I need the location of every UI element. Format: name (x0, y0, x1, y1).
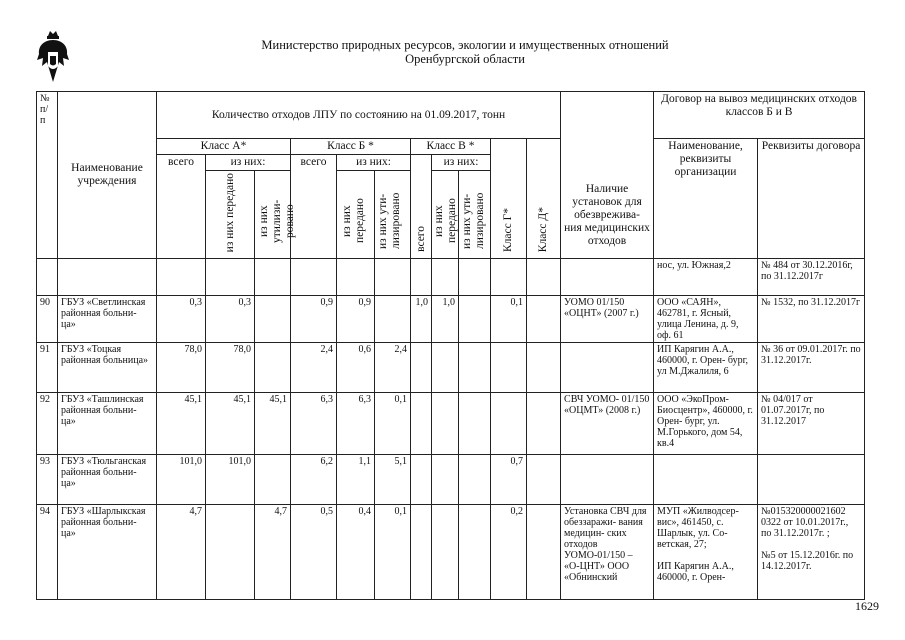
cell-v-tr (432, 259, 459, 296)
cell-num: 91 (37, 343, 58, 393)
cell-b-total: 6,2 (291, 455, 337, 505)
cell-org: ИП Карягин А.А., 460000, г. Орен- бург, ул М.Джалиля, 6 (654, 343, 758, 393)
cell-inst: СВЧ УОМО- 01/150 «ОЦМТ» (2008 г.) (561, 393, 654, 455)
v-total-header: всего (414, 226, 427, 253)
cell-num (37, 259, 58, 296)
cell-a-tr: 0,3 (206, 296, 255, 343)
cell-num: 92 (37, 393, 58, 455)
col-contract-header: Договор на вывоз медицинских отходов классов Б и В (654, 92, 865, 139)
cell-inst (561, 343, 654, 393)
cell-a-ut (255, 259, 291, 296)
cell-details: № 1532, по 31.12.2017г (758, 296, 865, 343)
v-of-which-header: из них: (432, 155, 491, 171)
cell-v-ut (459, 259, 491, 296)
cell-b-ut: 0,1 (375, 393, 411, 455)
cell-d (527, 393, 561, 455)
cell-b-total: 6,3 (291, 393, 337, 455)
cell-b-tr: 0,6 (337, 343, 375, 393)
cell-details: № 04/017 от 01.07.2017г, по 31.12.2017 (758, 393, 865, 455)
cell-org: ООО «ЭкоПром- Биосцентр», 460000, г. Орен- бург, ул. М.Горького, дом 54, кв.4 (654, 393, 758, 455)
cell-a-ut: 45,1 (255, 393, 291, 455)
cell-details (758, 455, 865, 505)
cell-name (58, 259, 157, 296)
cell-d (527, 259, 561, 296)
class-v-header: Класс В * (411, 139, 491, 155)
cell-b-total: 0,5 (291, 505, 337, 600)
cell-a-total: 45,1 (157, 393, 206, 455)
cell-org (654, 455, 758, 505)
cell-g: 0,2 (491, 505, 527, 600)
cell-v-ut (459, 455, 491, 505)
cell-a-ut (255, 296, 291, 343)
cell-v-total (411, 343, 432, 393)
a-of-which-header: из них: (206, 155, 291, 171)
cell-v-total: 1,0 (411, 296, 432, 343)
cell-inst: УОМО 01/150 «ОЦНТ» (2007 г.) (561, 296, 654, 343)
b-total-header: всего (291, 155, 337, 259)
cell-a-tr: 78,0 (206, 343, 255, 393)
col-name-header: Наименование учреждения (58, 92, 157, 259)
cell-b-total: 2,4 (291, 343, 337, 393)
class-g-header: Класс Г* (502, 208, 514, 253)
cell-org: МУП «Жилводсер- вис», 461450, с. Шарлык, ул. Со- ветская, 27; ИП Карягин А.А., 460000, г. Орен- (654, 505, 758, 600)
col-installations-header: Наличие установок для обезврежива- ния медицинских отходов (561, 92, 654, 259)
cell-b-tr: 6,3 (337, 393, 375, 455)
cell-b-tr (337, 259, 375, 296)
cell-a-tr: 101,0 (206, 455, 255, 505)
cell-d (527, 296, 561, 343)
coat-of-arms-icon (36, 30, 70, 84)
cell-d (527, 455, 561, 505)
cell-num: 90 (37, 296, 58, 343)
cell-v-total (411, 393, 432, 455)
cell-a-total (157, 259, 206, 296)
class-b-header: Класс Б * (291, 139, 411, 155)
col-waste-title: Количество отходов ЛПУ по состоянию на 01.09.2017, тонн (157, 92, 561, 139)
cell-num: 93 (37, 455, 58, 505)
cell-v-total (411, 259, 432, 296)
cell-org: нос, ул. Южная,2 (654, 259, 758, 296)
cell-name: ГБУЗ «Ташлинская районная больни- ца» (58, 393, 157, 455)
cell-details: № 36 от 09.01.2017г. по 31.12.2017г. (758, 343, 865, 393)
table-row (37, 296, 865, 343)
table-row (37, 343, 865, 393)
cell-a-tr (206, 505, 255, 600)
cell-a-total: 101,0 (157, 455, 206, 505)
v-transferred-header: из них передано (433, 198, 458, 244)
a-total-header: всего (157, 155, 206, 259)
cell-b-ut (375, 259, 411, 296)
cell-v-total (411, 455, 432, 505)
table-row (37, 393, 865, 455)
cell-d (527, 343, 561, 393)
cell-b-tr: 1,1 (337, 455, 375, 505)
cell-v-ut (459, 393, 491, 455)
b-utilized-header: из них ути- лизировано (376, 193, 402, 250)
cell-d (527, 505, 561, 600)
table-body (37, 259, 865, 600)
ministry-title: Министерство природных ресурсов, экологии и имущественных отношений (261, 38, 669, 52)
class-d-header: Класс Д* (537, 207, 550, 253)
table-row (37, 259, 865, 296)
cell-b-total: 0,9 (291, 296, 337, 343)
cell-g (491, 393, 527, 455)
cell-name: ГБУЗ «Тоцкая районная больница» (58, 343, 157, 393)
cell-a-ut (255, 455, 291, 505)
cell-v-total (411, 505, 432, 600)
cell-a-tr (206, 259, 255, 296)
page-number: 1629 (855, 599, 879, 613)
cell-g (491, 259, 527, 296)
cell-b-tr: 0,9 (337, 296, 375, 343)
cell-a-ut: 4,7 (255, 505, 291, 600)
cell-inst (561, 259, 654, 296)
cell-v-tr: 1,0 (432, 296, 459, 343)
a-utilized-header: из них утилизи- ровано (257, 199, 296, 244)
cell-v-tr (432, 505, 459, 600)
cell-inst (561, 455, 654, 505)
a-transferred-header: из них передано (223, 173, 236, 253)
cell-g: 0,1 (491, 296, 527, 343)
waste-table (36, 91, 865, 600)
cell-b-ut: 5,1 (375, 455, 411, 505)
cell-details: №015320000021602 0322 от 10.01.2017г., по 31.12.2017г. ; №5 от 15.12.2016г. по 14.12.2017г. (758, 505, 865, 600)
cell-a-total: 4,7 (157, 505, 206, 600)
cell-name: ГБУЗ «Тюльганская районная больни- ца» (58, 455, 157, 505)
cell-v-ut (459, 505, 491, 600)
cell-v-tr (432, 455, 459, 505)
v-utilized-header: из них ути- лизировано (460, 193, 486, 250)
b-of-which-header: из них: (337, 155, 411, 171)
cell-a-total: 0,3 (157, 296, 206, 343)
table-row (37, 505, 865, 600)
cell-b-total (291, 259, 337, 296)
cell-b-ut (375, 296, 411, 343)
col-details-header: Реквизиты договора (758, 139, 865, 259)
cell-details: № 484 от 30.12.2016г, по 31.12.2017г (758, 259, 865, 296)
cell-name: ГБУЗ «Шарлыкская районная больни- ца» (58, 505, 157, 600)
b-transferred-header: из них передано (340, 198, 366, 244)
cell-num: 94 (37, 505, 58, 600)
cell-v-tr (432, 343, 459, 393)
cell-name: ГБУЗ «Светлинская районная больни- ца» (58, 296, 157, 343)
col-org-header: Наименование, реквизиты организации (654, 139, 758, 259)
cell-a-tr: 45,1 (206, 393, 255, 455)
cell-a-ut (255, 343, 291, 393)
cell-g: 0,7 (491, 455, 527, 505)
cell-b-ut: 0,1 (375, 505, 411, 600)
table-header (37, 92, 865, 259)
cell-v-tr (432, 393, 459, 455)
cell-v-ut (459, 343, 491, 393)
table-row (37, 455, 865, 505)
cell-v-ut (459, 296, 491, 343)
region-title: Оренбургской области (405, 52, 525, 66)
cell-b-ut: 2,4 (375, 343, 411, 393)
cell-g (491, 343, 527, 393)
class-a-header: Класс А* (157, 139, 291, 155)
cell-b-tr: 0,4 (337, 505, 375, 600)
cell-org: ООО «САЯН», 462781, г. Ясный, улица Ленина, д. 9, оф. 61 (654, 296, 758, 343)
cell-inst: Установка СВЧ для обеззаражи- вания медицин- ских отходов УОМО-01/150 – «О-ЦНТ» ООО «Обнинский (561, 505, 654, 600)
cell-a-total: 78,0 (157, 343, 206, 393)
col-num-header: № п/ п (37, 92, 58, 259)
document-header (200, 38, 730, 66)
